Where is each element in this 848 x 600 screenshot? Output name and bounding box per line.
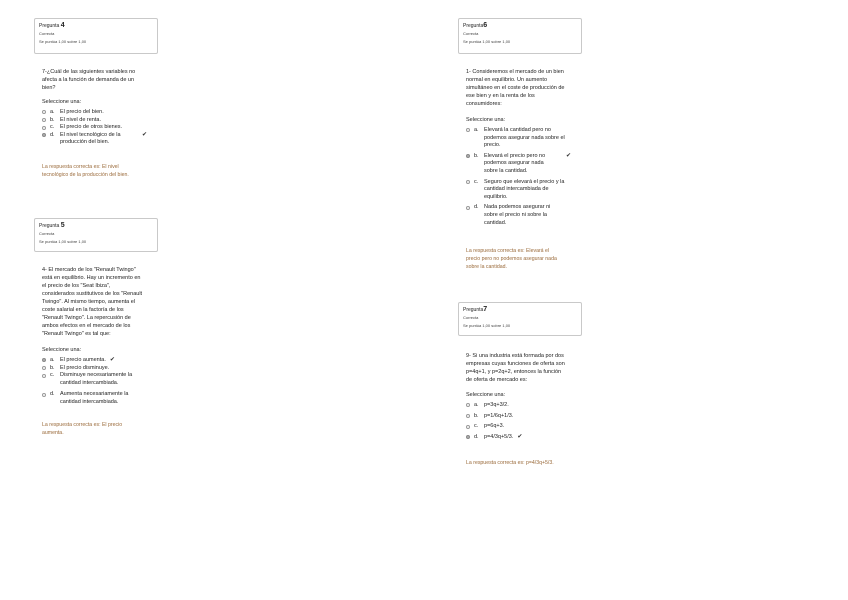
option-text bbox=[60, 132, 121, 147]
radio-button[interactable] bbox=[42, 110, 46, 114]
question-7 bbox=[458, 302, 582, 336]
radio-button-selected[interactable] bbox=[42, 133, 46, 137]
question-number bbox=[463, 306, 577, 314]
question-info-box bbox=[34, 18, 158, 54]
answer-option-a[interactable] bbox=[466, 402, 586, 410]
option-letter: b. bbox=[474, 412, 479, 419]
question-grade: Se puntúa 1,00 sobre 1,00 bbox=[39, 39, 87, 44]
select-prompt: Seleccione una: bbox=[466, 117, 506, 123]
question-text-line: 4- El mercado de los "Renault Twingo" bbox=[42, 267, 136, 273]
check-icon: ✔ bbox=[566, 152, 572, 159]
question-4 bbox=[34, 18, 158, 54]
answer-option-c[interactable] bbox=[42, 372, 162, 387]
radio-button-selected[interactable] bbox=[42, 358, 46, 362]
option-line: p=4/3q+5/3. bbox=[484, 433, 514, 440]
question-number bbox=[463, 22, 577, 30]
question-grade: Se puntúa 1,00 sobre 1,00 bbox=[463, 39, 511, 44]
option-line: sobre la cantidad. bbox=[484, 167, 528, 174]
question-4-body bbox=[42, 68, 162, 179]
radio-button[interactable] bbox=[42, 126, 46, 130]
question-state: Correcta bbox=[39, 31, 55, 36]
question-text-line: ambos efectos en el mercado de los bbox=[42, 323, 131, 329]
option-text bbox=[484, 153, 545, 176]
question-text-line: coste salarial en la factoría de los bbox=[42, 307, 124, 313]
option-text bbox=[60, 124, 122, 132]
radio-button[interactable] bbox=[42, 366, 46, 370]
option-letter: d. bbox=[474, 204, 479, 211]
option-line: El precio del bien. bbox=[60, 109, 104, 115]
correct-answer-feedback bbox=[42, 421, 162, 437]
option-line: cantidad intercambiada. bbox=[60, 379, 119, 386]
option-line: precio. bbox=[484, 142, 501, 149]
option-line: podemos asegurar nada sobre el bbox=[484, 134, 565, 141]
check-icon: ✔ bbox=[517, 433, 523, 440]
question-text-line: afecta a la función de demanda de un bbox=[42, 77, 135, 83]
option-line: sobre el precio ni sobre la bbox=[484, 211, 547, 218]
feedback-line: tecnológico de la producción del bien. bbox=[42, 171, 129, 178]
question-text-line: consumidores: bbox=[466, 101, 502, 107]
option-text bbox=[60, 372, 132, 387]
question-label: Pregunta bbox=[39, 223, 60, 229]
radio-button[interactable] bbox=[466, 425, 470, 429]
option-text bbox=[484, 434, 513, 442]
question-num: 5 bbox=[60, 222, 65, 229]
option-line: El precio de otros bienes. bbox=[60, 124, 123, 131]
radio-button[interactable] bbox=[42, 374, 46, 378]
question-text-line: "Renault Twingo" es tal que: bbox=[42, 331, 111, 337]
question-text-line: "Renault Twingo". La repercusión de bbox=[42, 315, 131, 321]
radio-button-selected[interactable] bbox=[466, 435, 470, 439]
radio-button[interactable] bbox=[466, 414, 470, 418]
option-letter: c. bbox=[474, 423, 479, 430]
option-text bbox=[484, 402, 509, 410]
option-letter: a. bbox=[50, 109, 55, 115]
correct-answer-feedback bbox=[466, 459, 586, 467]
answer-option-b[interactable] bbox=[466, 413, 586, 421]
radio-button[interactable] bbox=[42, 118, 46, 122]
answer-option-b[interactable] bbox=[466, 153, 586, 176]
radio-button-selected[interactable] bbox=[466, 154, 470, 158]
question-grade: Se puntúa 1,00 sobre 1,00 bbox=[39, 239, 87, 244]
answer-option-b[interactable] bbox=[42, 117, 162, 125]
option-letter: d. bbox=[474, 433, 479, 440]
option-text bbox=[60, 109, 104, 117]
select-prompt: Seleccione una: bbox=[466, 392, 506, 398]
radio-button[interactable] bbox=[466, 128, 470, 132]
option-line: cantidad. bbox=[484, 219, 507, 226]
option-letter: a. bbox=[474, 127, 479, 133]
option-line: El nivel de renta. bbox=[60, 116, 101, 123]
question-info-box bbox=[458, 302, 582, 336]
option-letter: b. bbox=[50, 364, 55, 371]
option-text bbox=[484, 423, 504, 431]
option-text bbox=[60, 365, 109, 373]
question-text bbox=[466, 68, 586, 108]
radio-button[interactable] bbox=[466, 180, 470, 184]
feedback-line: La respuesta correcta es: p=4/3q+5/3. bbox=[466, 460, 554, 467]
answer-option-c[interactable] bbox=[42, 124, 162, 132]
question-text bbox=[42, 266, 162, 338]
option-text bbox=[484, 127, 565, 150]
question-num: 6 bbox=[483, 22, 488, 29]
option-text bbox=[484, 179, 564, 202]
option-text bbox=[60, 117, 101, 125]
question-state: Correcta bbox=[39, 231, 55, 236]
question-info-box bbox=[34, 218, 158, 252]
option-text bbox=[484, 204, 550, 227]
question-text-line: ese bien y en la renta de los bbox=[466, 93, 535, 99]
question-text-line: está en equilibrio. Hay un incremento en bbox=[42, 275, 141, 281]
check-icon: ✔ bbox=[109, 357, 115, 363]
question-state: Correcta bbox=[463, 31, 479, 36]
answer-option-c[interactable] bbox=[466, 423, 586, 431]
answer-option-a[interactable] bbox=[42, 357, 162, 365]
question-num: 4 bbox=[60, 22, 65, 29]
option-text bbox=[484, 413, 513, 421]
option-letter: c. bbox=[50, 124, 55, 131]
option-line: producción del bien. bbox=[60, 139, 110, 146]
radio-button[interactable] bbox=[466, 206, 470, 210]
question-number bbox=[39, 22, 153, 30]
radio-button[interactable] bbox=[42, 393, 46, 397]
option-line: Disminuye necesariamente la bbox=[60, 372, 133, 379]
answer-option-d[interactable] bbox=[42, 391, 162, 406]
option-letter: b. bbox=[474, 152, 479, 159]
question-text-line: Twingo". Al mismo tiempo, aumenta el bbox=[42, 299, 136, 305]
option-line: Aumenta necesariamente la bbox=[60, 391, 129, 398]
feedback-line: precio pero no podemos asegurar nada bbox=[466, 256, 557, 263]
question-7-body bbox=[466, 352, 586, 467]
question-text-line: 9- Si una industria está formada por dos bbox=[466, 353, 564, 359]
option-line: podemos asegurar nada bbox=[484, 160, 544, 167]
correct-answer-feedback bbox=[466, 247, 586, 271]
option-letter: d. bbox=[50, 131, 55, 138]
option-letter: d. bbox=[50, 391, 55, 398]
option-line: p=6q+3. bbox=[484, 423, 505, 430]
feedback-line: La respuesta correcta es: El precio bbox=[42, 421, 123, 428]
option-letter: a. bbox=[50, 357, 55, 363]
option-line: Nada podemos asegurar ni bbox=[484, 204, 551, 211]
option-line: El precio disminuye. bbox=[60, 364, 110, 371]
option-line: p=1/6q+1/3. bbox=[484, 412, 514, 419]
feedback-line: La respuesta correcta es: Elevará el bbox=[466, 248, 550, 255]
question-grade: Se puntúa 1,00 sobre 1,00 bbox=[463, 323, 511, 328]
feedback-line: aumenta. bbox=[42, 429, 64, 436]
option-line: cantidad intercambiada de bbox=[484, 186, 549, 193]
question-text-line: bien? bbox=[42, 85, 56, 91]
option-line: El nivel tecnológico de la bbox=[60, 131, 121, 138]
option-line: Elevará el precio pero no bbox=[484, 152, 546, 159]
option-line: Elevará la cantidad pero no bbox=[484, 127, 551, 133]
option-letter: a. bbox=[474, 402, 479, 408]
question-text-line: normal en equilibrio. Un aumento bbox=[466, 77, 548, 83]
question-text-line: simultáneo en el coste de producción de bbox=[466, 85, 565, 91]
question-text-line: considerados sustitutivos de los "Renault bbox=[42, 291, 143, 297]
correct-answer-feedback bbox=[42, 163, 162, 179]
check-icon: ✔ bbox=[142, 131, 148, 138]
feedback-line: sobre la cantidad. bbox=[466, 264, 507, 271]
question-label: Pregunta bbox=[463, 307, 484, 313]
question-info-box bbox=[458, 18, 582, 54]
option-line: cantidad intercambiada. bbox=[60, 398, 119, 405]
radio-button[interactable] bbox=[466, 403, 470, 407]
answer-option-c[interactable] bbox=[466, 179, 586, 202]
question-text-line: 1- Consideremos el mercado de un bien bbox=[466, 69, 564, 75]
question-label: Pregunta bbox=[39, 23, 60, 29]
question-6 bbox=[458, 18, 582, 54]
option-letter: c. bbox=[474, 178, 479, 185]
question-text bbox=[466, 352, 586, 384]
question-text-line: de oferta de mercado es: bbox=[466, 377, 528, 383]
question-num: 7 bbox=[483, 306, 488, 313]
select-prompt: Seleccione una: bbox=[42, 347, 82, 353]
option-text bbox=[60, 391, 128, 406]
question-state: Correcta bbox=[463, 315, 479, 320]
question-text-line: 7-¿Cuál de las siguientes variables no bbox=[42, 69, 136, 75]
question-text-line: p=4q+1, y p=2q+2, entonces la función bbox=[466, 369, 562, 375]
option-letter: c. bbox=[50, 372, 55, 379]
answer-option-d[interactable] bbox=[466, 204, 586, 227]
question-5 bbox=[34, 218, 158, 252]
answer-option-a[interactable] bbox=[42, 109, 162, 117]
question-label: Pregunta bbox=[463, 23, 484, 29]
option-line: El precio aumenta. bbox=[60, 357, 106, 363]
answer-option-d[interactable] bbox=[466, 434, 586, 442]
question-5-body bbox=[42, 266, 162, 437]
question-text-line: el precio de los "Seat Ibiza", bbox=[42, 283, 111, 289]
option-letter: b. bbox=[50, 116, 55, 123]
question-text bbox=[42, 68, 162, 92]
select-prompt: Seleccione una: bbox=[42, 99, 82, 105]
question-text-line: empresas cuyas funciones de oferta son bbox=[466, 361, 565, 367]
option-text bbox=[60, 357, 106, 365]
option-line: Seguro que elevará el precio y la bbox=[484, 178, 565, 185]
question-6-body bbox=[466, 68, 586, 271]
answer-option-a[interactable] bbox=[466, 127, 586, 150]
option-line: p=3q+3/2. bbox=[484, 402, 509, 408]
question-number bbox=[39, 222, 153, 230]
answer-option-b[interactable] bbox=[42, 365, 162, 373]
option-line: equilibrio. bbox=[484, 193, 508, 200]
answer-option-d[interactable] bbox=[42, 132, 162, 147]
feedback-line: La respuesta correcta es: El nivel bbox=[42, 163, 119, 170]
